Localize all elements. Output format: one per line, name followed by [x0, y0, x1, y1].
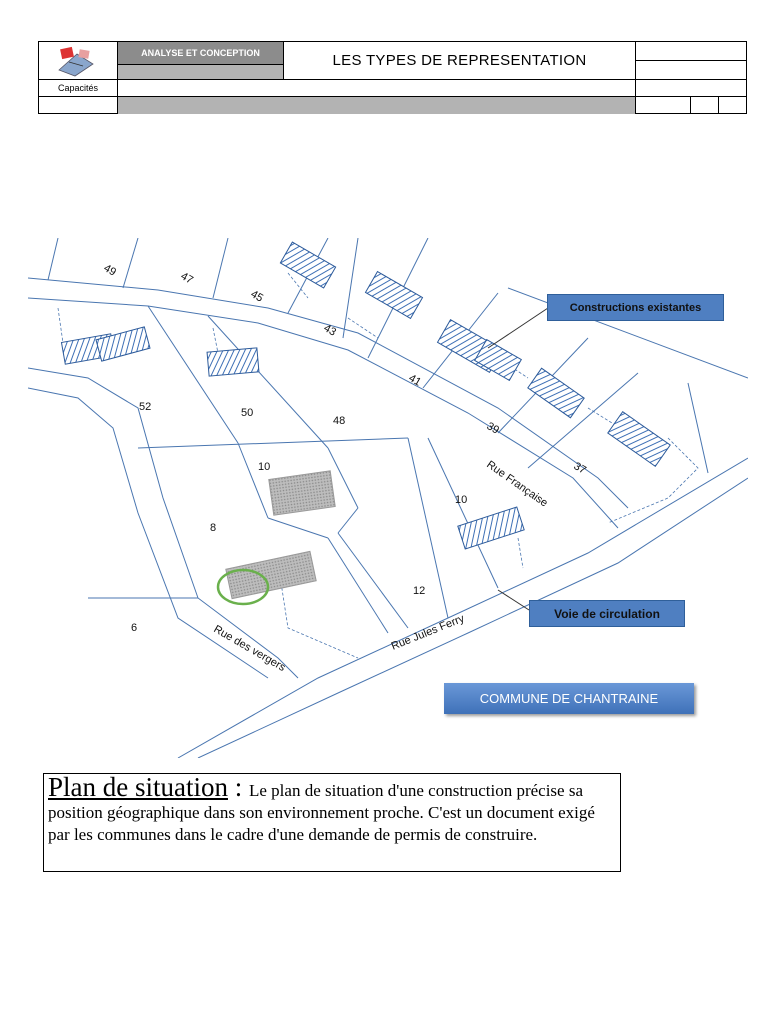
logo-icon: [39, 42, 118, 80]
building: [96, 327, 150, 361]
lot-number: 45: [248, 288, 266, 305]
building: [458, 507, 524, 549]
lot-number: 12: [413, 585, 426, 597]
building: [608, 412, 670, 467]
header-cell: [636, 97, 691, 114]
description-text: Le plan de situation d'une construction précise sa position géographique dans son environnement proche. C'est un document exigé par les communes dans le cadre d'une demande de permis de construire.: [48, 781, 595, 844]
lot-number: 8: [210, 522, 217, 534]
lot-number: 50: [241, 407, 254, 419]
building: [280, 242, 335, 288]
lot-number: 10: [258, 461, 271, 473]
street-label: Rue Française: [484, 458, 550, 510]
logo: [39, 42, 118, 80]
lot-number: 52: [139, 401, 152, 413]
existing-buildings: [61, 242, 670, 549]
capacites-label: Capacités: [39, 80, 118, 97]
building: [207, 348, 259, 376]
grey-bar: [118, 97, 636, 114]
header-cell: [636, 80, 746, 97]
header-cell: [636, 61, 746, 80]
lot-number: 49: [101, 262, 119, 279]
lot-number: 41: [406, 372, 424, 389]
lot-number: 43: [321, 322, 339, 339]
lot-number: 48: [333, 415, 346, 427]
description-title: Plan de situation: [48, 772, 228, 802]
callout-constructions: Constructions existantes: [547, 294, 724, 321]
lot-number: 37: [571, 460, 589, 477]
header-cell: [39, 97, 118, 114]
document-header: [38, 41, 747, 114]
commune-banner: COMMUNE DE CHANTRAINE: [444, 683, 694, 714]
street-label: Rue des vergers: [211, 623, 288, 674]
building: [365, 272, 422, 319]
header-cell: [691, 97, 719, 114]
header-cell: [636, 42, 746, 61]
building: [269, 471, 335, 515]
section-bar: [118, 64, 284, 80]
building: [528, 368, 584, 417]
lot-number: 39: [484, 420, 502, 437]
lot-number: 47: [178, 270, 196, 287]
section-label: ANALYSE ET CONCEPTION: [118, 42, 284, 64]
description-colon: :: [227, 772, 249, 802]
callout-voie: Voie de circulation: [529, 600, 685, 627]
page-title: LES TYPES DE REPRESENTATION: [284, 42, 636, 80]
capacites-field: [118, 80, 636, 97]
header-cell: [719, 97, 746, 114]
building: [226, 551, 316, 598]
lot-number: 6: [131, 622, 138, 634]
street-label: Rue Jules Ferry: [389, 612, 467, 653]
description-box: [43, 773, 621, 872]
lot-number: 10: [455, 494, 468, 506]
